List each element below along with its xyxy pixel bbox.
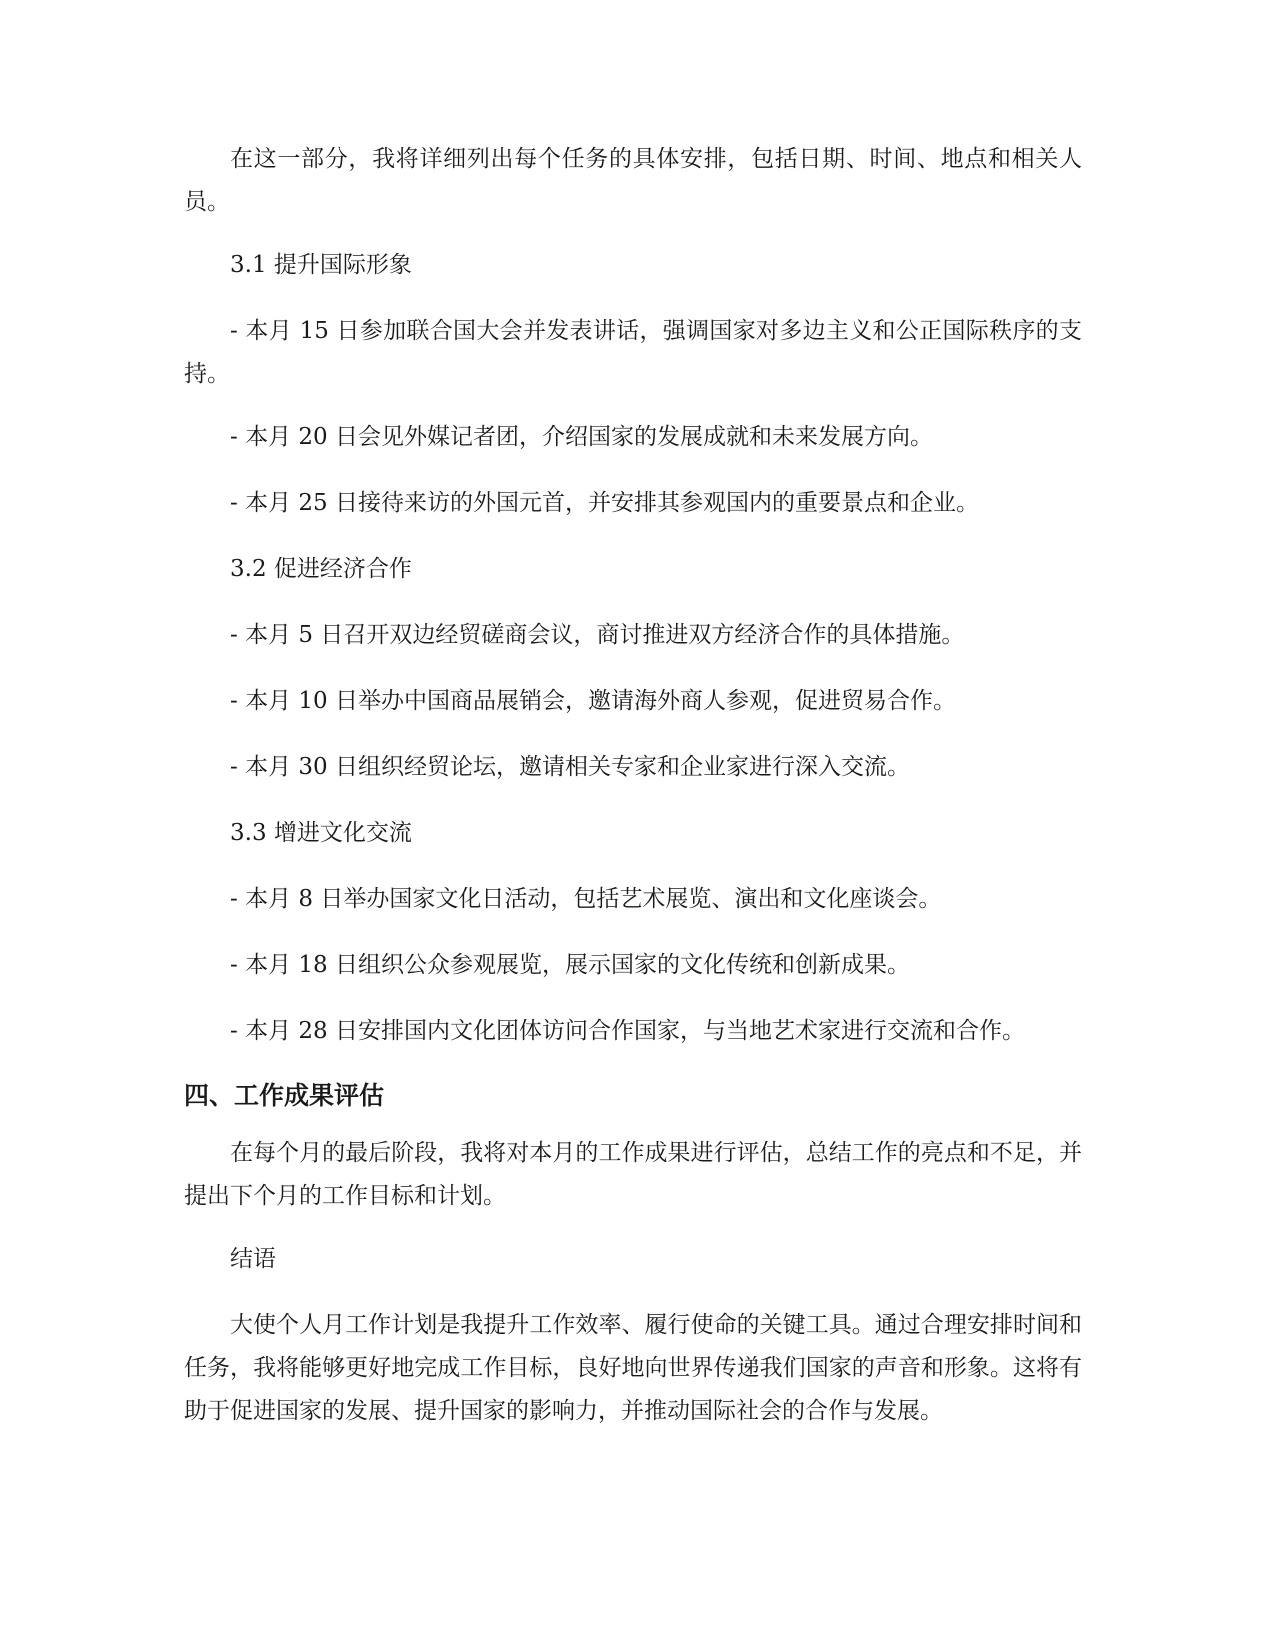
subsection-title-3-3: 3.3 增进文化交流	[230, 820, 412, 846]
subsection-title-3-1: 3.1 提升国际形象	[230, 252, 412, 278]
list-item: - 本月 25 日接待来访的外国元首，并安排其参观国内的重要景点和企业。	[230, 490, 979, 516]
conclusion-title: 结语	[230, 1246, 276, 1272]
document-page	[184, 138, 1082, 1453]
section4-paragraph: 在每个月的最后阶段，我将对本月的工作成果进行评估，总结工作的亮点和不足，并提出下个月的工作目标和计划。	[184, 1140, 1082, 1209]
intro-paragraph: 在这一部分，我将详细列出每个任务的具体安排，包括日期、时间、地点和相关人员。	[184, 146, 1082, 215]
section-heading-4: 四、工作成果评估	[184, 1081, 385, 1110]
list-item: - 本月 18 日组织公众参观展览，展示国家的文化传统和创新成果。	[230, 952, 910, 978]
list-item: - 本月 8 日举办国家文化日活动，包括艺术展览、演出和文化座谈会。	[230, 886, 942, 912]
list-item: - 本月 30 日组织经贸论坛，邀请相关专家和企业家进行深入交流。	[230, 754, 910, 780]
conclusion-paragraph: 大使个人月工作计划是我提升工作效率、履行使命的关键工具。通过合理安排时间和任务，我将能够更好地完成工作目标，良好地向世界传递我们国家的声音和形象。这将有助于促进国家的发展、提升国家的影响力，并推动国际社会的合作与发展。	[184, 1312, 1082, 1424]
subsection-title-3-2: 3.2 促进经济合作	[230, 556, 412, 582]
list-item: - 本月 5 日召开双边经贸磋商会议，商讨推进双方经济合作的具体措施。	[230, 622, 965, 648]
list-item: - 本月 20 日会见外媒记者团，介绍国家的发展成就和未来发展方向。	[230, 424, 933, 450]
list-item: - 本月 15 日参加联合国大会并发表讲话，强调国家对多边主义和公正国际秩序的支持。	[184, 318, 1082, 387]
list-item: - 本月 10 日举办中国商品展销会，邀请海外商人参观，促进贸易合作。	[230, 688, 956, 714]
list-item: - 本月 28 日安排国内文化团体访问合作国家，与当地艺术家进行交流和合作。	[230, 1018, 1025, 1044]
